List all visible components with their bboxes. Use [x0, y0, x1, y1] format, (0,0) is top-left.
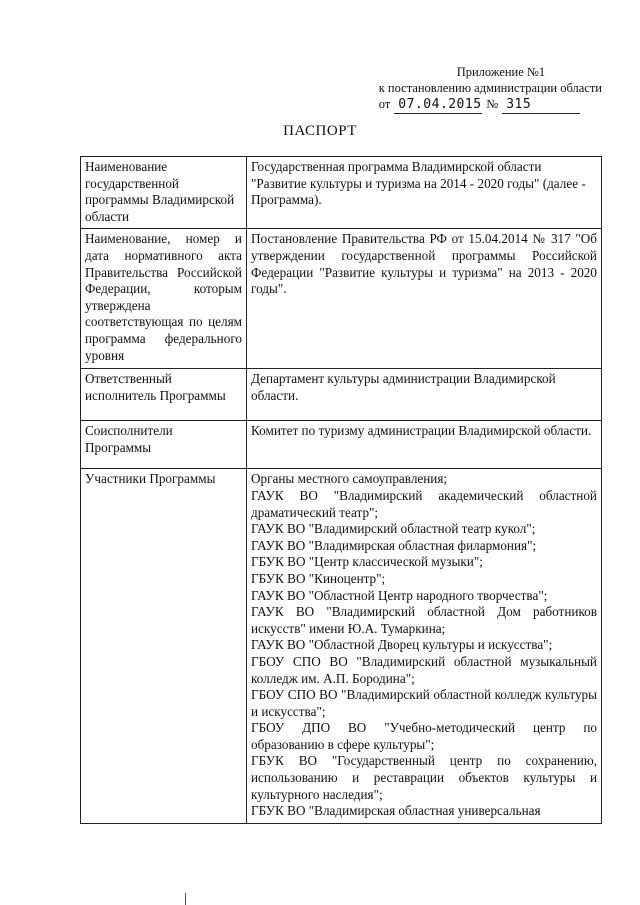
- row-value: Департамент культуры администрации Владимирской области.: [247, 369, 602, 421]
- scan-mark: [185, 893, 186, 905]
- appendix-header: [379, 64, 602, 114]
- number-label: №: [486, 97, 499, 111]
- from-label: от: [378, 97, 391, 111]
- appendix-title: Приложение №1: [456, 65, 546, 79]
- participants-list: [247, 469, 602, 823]
- list-item: ГБОУ ДПО ВО "Учебно-методический центр по образованию в сфере культуры";: [251, 720, 597, 752]
- row-value: Комитет по туризму администрации Владимирской области.: [247, 421, 602, 469]
- table-row: [81, 229, 602, 369]
- list-item: ГАУК ВО "Владимирская областная филармония";: [251, 537, 537, 553]
- list-item: ГАУК ВО "Областной Центр народного творчества";: [251, 587, 548, 603]
- table-row: [81, 469, 602, 823]
- table-row: [81, 369, 602, 421]
- list-item: ГАУК ВО "Владимирский областной Дом работников искусств" имени Ю.А. Тумаркина;: [251, 604, 597, 636]
- list-item: ГБОУ СПО ВО "Владимирский областной музыкальный колледж им. А.П. Бородина";: [251, 653, 597, 686]
- appendix-resolution: к постановлению администрации области: [378, 81, 602, 95]
- row-label: Наименование, номер и дата нормативного акта Правительства Российской Федерации, которым утверждена соответствующая по целям программа федерального уровня: [81, 229, 247, 369]
- row-label: Участники Программы: [81, 469, 247, 823]
- row-value: Постановление Правительства РФ от 15.04.2014 № 317 "Об утверждении государственной программы Российской Федерации "Развитие культуры и туризма" на 2013 - 2020 годы".: [247, 229, 602, 369]
- passport-table: [80, 156, 602, 824]
- row-label: Соисполнители Программы: [81, 421, 247, 469]
- list-item: ГБУК ВО "Центр классической музыки";: [251, 554, 483, 570]
- resolution-date: 07.04.2015: [394, 97, 482, 114]
- appendix-date-line: [379, 96, 602, 114]
- table-row: [81, 157, 602, 229]
- list-item: ГБУК ВО "Владимирская областная универсальная: [251, 803, 541, 819]
- row-label: Ответственный исполнитель Программы: [81, 369, 247, 421]
- list-item: Органы местного самоуправления;: [251, 471, 448, 487]
- table-row: [81, 421, 602, 469]
- list-item: ГБОУ СПО ВО "Владимирский областной колледж культуры и искусства";: [251, 687, 597, 719]
- list-item: ГАУК ВО "Владимирский областной театр кукол";: [251, 521, 536, 537]
- list-item: ГАУК ВО "Владимирский академический областной драматический театр";: [251, 487, 597, 520]
- row-value: Государственная программа Владимирской области "Развитие культуры и туризма на 2014 - 2020 годы" (далее - Программа).: [247, 157, 602, 229]
- row-label: Наименование государственной программы Владимирской области: [81, 157, 247, 229]
- list-item: ГАУК ВО "Областной Дворец культуры и искусства";: [251, 637, 553, 653]
- resolution-number: 315: [502, 97, 580, 114]
- page-title: ПАСПОРТ: [283, 123, 357, 139]
- list-item: ГБУК ВО "Государственный центр по сохранению, использованию и реставрации объектов культуры и культурного наследия";: [251, 753, 597, 802]
- list-item: ГБУК ВО "Киноцентр";: [251, 570, 386, 586]
